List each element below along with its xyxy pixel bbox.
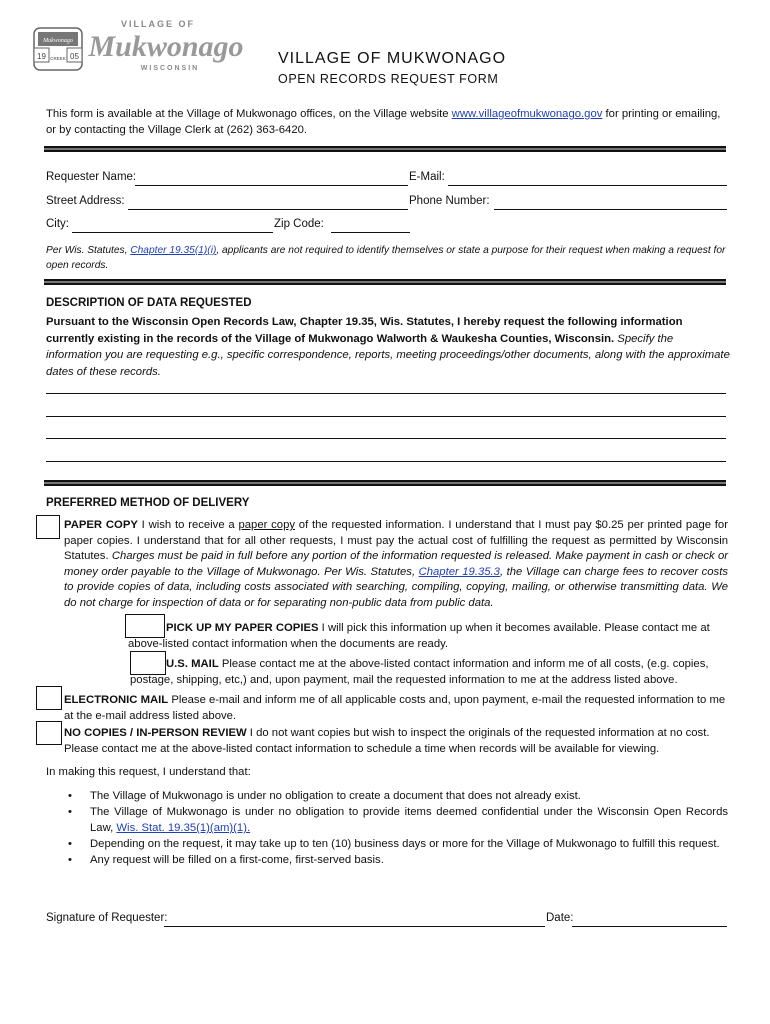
seal-year-left: 19 — [37, 52, 46, 61]
date-label: Date: — [546, 912, 574, 924]
list-item-text: The Village of Mukwonago is under no obligation to provide items deemed confidential under the Wisconsin Open Records Law, — [90, 806, 728, 834]
delivery-heading: PREFERRED METHOD OF DELIVERY — [46, 497, 250, 509]
no-copies-checkbox[interactable] — [36, 721, 62, 745]
electronic-mail-text: Please e-mail and inform me of all applicable costs and, upon payment, e-mail the requested information to me at the e-mail address listed above. — [64, 694, 726, 722]
seal-label: Mukwonago — [43, 38, 73, 44]
description-write-line[interactable] — [46, 461, 726, 462]
form-title: VILLAGE OF MUKWONAGO — [278, 50, 507, 67]
logo-bottom-text: WISCONSIN — [140, 65, 200, 72]
date-field[interactable] — [572, 914, 727, 927]
list-item — [64, 788, 728, 804]
logo-top-text: VILLAGE OF — [121, 19, 195, 29]
statute-note-after: , applicants are not required to identify themselves or state a purpose for their request when making a request for open records. — [46, 245, 726, 271]
pick-up-label: PICK UP MY PAPER COPIES — [166, 622, 319, 634]
list-item — [64, 836, 728, 852]
form-subtitle: OPEN RECORDS REQUEST FORM — [278, 72, 499, 86]
village-logo — [30, 14, 250, 76]
pick-up-text: I will pick this information up when it becomes available. Please contact me at above-listed contact information when the documents are ready. — [128, 622, 710, 650]
intro-text-before: This form is available at the Village of Mukwonago offices, on the Village website — [46, 108, 452, 120]
description-write-line[interactable] — [46, 438, 726, 439]
description-bold-text: Pursuant to the Wisconsin Open Records Law, Chapter 19.35, Wis. Statutes, I hereby request the following information currently existing in the records of the Village of Mukwonago Walworth & Waukesha Counties, Wisconsin. — [46, 316, 683, 345]
city-field[interactable] — [72, 220, 273, 233]
description-write-line[interactable] — [46, 393, 726, 394]
village-seal — [34, 28, 82, 70]
list-item-text: Depending on the request, it may take up to ten (10) business days or more for the Village of Mukwonago to fulfill this request. — [90, 838, 720, 850]
seal-year-right: 05 — [70, 52, 79, 61]
email-label: E-Mail: — [409, 171, 445, 183]
paper-copy-option — [64, 518, 728, 611]
phone-number-field[interactable] — [494, 197, 727, 210]
description-heading: DESCRIPTION OF DATA REQUESTED — [46, 297, 252, 309]
email-field[interactable] — [448, 173, 727, 186]
zip-code-field[interactable] — [331, 220, 410, 233]
chapter-19-35-1-i-link[interactable]: Chapter 19.35(1)(i) — [130, 245, 217, 256]
bullet-icon: • — [68, 806, 72, 818]
bullet-icon: • — [68, 790, 72, 802]
paper-copy-italic: Charges must be paid in full before any portion of the information requested is released. Make payment in cash or check or money order payable to the Village of Mukwonago. Per Wis. Statutes, — [64, 550, 728, 578]
no-copies-text: I do not want copies but wish to inspect the originals of the requested information at no cost. Please contact me at the above-listed contact information to schedule a time when records will be available for viewing. — [64, 727, 710, 755]
electronic-mail-option — [64, 693, 728, 724]
requester-name-label: Requester Name: — [46, 171, 137, 183]
section-divider — [44, 146, 726, 152]
description-write-line[interactable] — [46, 416, 726, 417]
chapter-19-35-3-link[interactable]: Chapter 19.35.3 — [418, 565, 500, 578]
understanding-intro: In making this request, I understand that: — [46, 766, 251, 778]
paper-copy-italic: , the Village can charge fees to recover costs to provide copies of data, including costs associated with searching, compiling, copying, mailing, or otherwise transmitting data. We do not charge for inspection of data or for separating non-public data from public data. — [64, 565, 728, 609]
paper-copy-underlined: paper copy — [238, 519, 296, 531]
zip-code-label: Zip Code: — [274, 218, 324, 230]
logo-graphic — [30, 14, 250, 76]
phone-number-label: Phone Number: — [409, 195, 490, 207]
list-item — [64, 852, 728, 868]
us-mail-label: U.S. MAIL — [166, 658, 219, 670]
no-copies-label: NO COPIES / IN-PERSON REVIEW — [64, 727, 247, 739]
requester-name-field[interactable] — [135, 173, 408, 186]
signature-field[interactable] — [164, 914, 545, 927]
bullet-icon: • — [68, 854, 72, 866]
intro-paragraph — [46, 106, 730, 138]
electronic-mail-checkbox[interactable] — [36, 686, 62, 710]
statute-note — [46, 243, 730, 273]
section-divider — [44, 480, 726, 486]
list-item-text: Any request will be filled on a first-come, first-served basis. — [90, 854, 384, 866]
street-address-label: Street Address: — [46, 195, 125, 207]
list-item — [64, 804, 728, 836]
city-label: City: — [46, 218, 69, 230]
understanding-list — [64, 788, 728, 868]
paper-copy-text: I wish to receive a — [137, 519, 239, 531]
village-website-link[interactable]: www.villageofmukwonago.gov — [451, 108, 603, 120]
intro-text-after: for printing or emailing, or by contacting the Village Clerk at (262) 363-6420. — [46, 108, 721, 136]
description-paragraph — [46, 314, 730, 380]
section-divider — [44, 279, 726, 285]
street-address-field[interactable] — [128, 197, 408, 210]
statute-note-before: Per Wis. Statutes, — [46, 245, 131, 256]
paper-copy-label: PAPER COPY — [64, 519, 138, 531]
no-copies-option — [64, 726, 728, 757]
pick-up-option — [128, 621, 728, 652]
paper-copy-text: of the requested information. I understand that I must pay $0.25 per printed page for paper copies. I understand that for all other requests, I must pay the actual cost of fulfilling the request as permitted by Wisconsin Statutes. — [64, 519, 728, 562]
wis-stat-19-35-link[interactable]: Wis. Stat. 19.35(1)(am)(1). — [116, 822, 251, 834]
paper-copy-checkbox[interactable] — [36, 515, 60, 539]
electronic-mail-label: ELECTRONIC MAIL — [64, 694, 169, 706]
logo-script-text: Mukwonago — [88, 30, 244, 63]
list-item-text: The Village of Mukwonago is under no obligation to create a document that does not already exist. — [90, 790, 581, 802]
us-mail-option — [130, 657, 728, 688]
seal-mid-text: CREEK — [50, 56, 66, 61]
us-mail-text: Please contact me at the above-listed contact information and inform me of all costs, (e.g. copies, postage, shipping, etc,) and, upon payment, mail the requested information to me at the address listed above. — [130, 658, 709, 686]
description-italic-text: Specify the information you are requesting e.g., specific correspondence, reports, meeting proceedings/other documents, along with the approximate dates of these records. — [46, 332, 730, 378]
signature-label: Signature of Requester: — [46, 912, 168, 924]
bullet-icon: • — [68, 838, 72, 850]
